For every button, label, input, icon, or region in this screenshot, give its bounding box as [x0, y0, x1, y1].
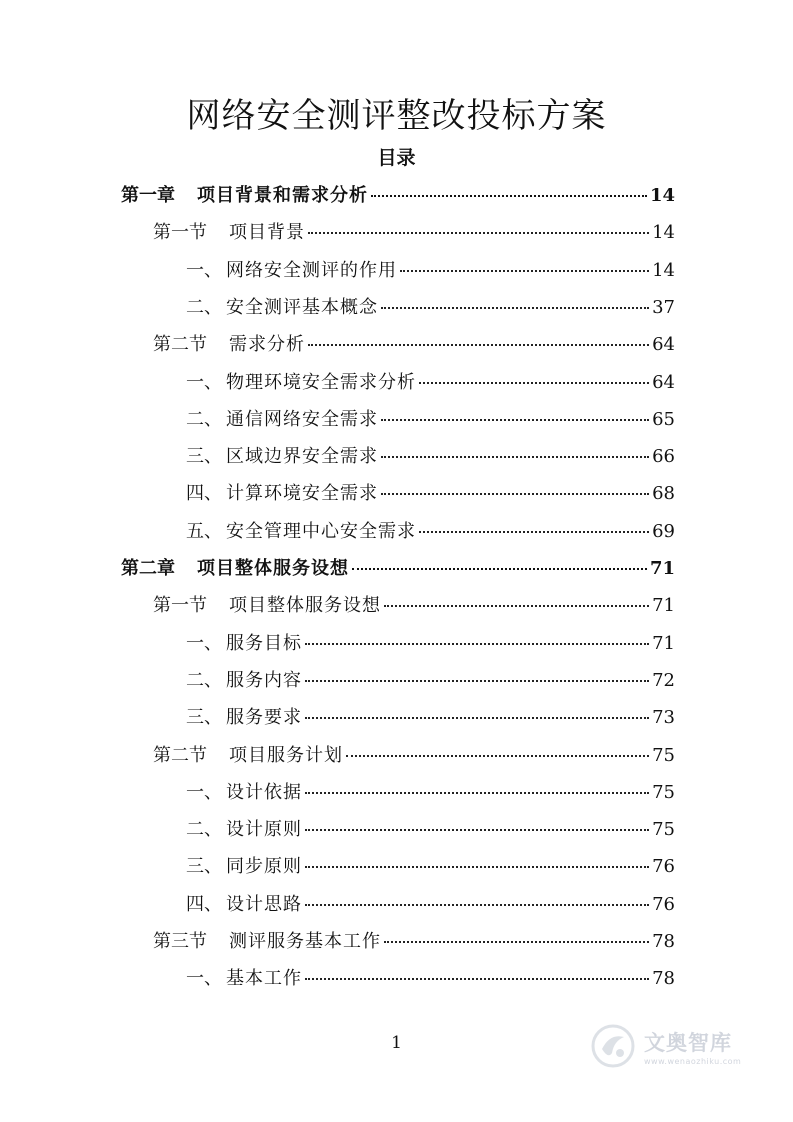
- toc-entry-number: 一、: [186, 259, 222, 281]
- toc-entry-number: 二、: [186, 408, 222, 430]
- toc-entry-page: 76: [652, 893, 675, 915]
- toc-dot-leader: [305, 792, 649, 794]
- toc-entry-item[interactable]: [186, 629, 675, 655]
- toc-entry-item[interactable]: [186, 852, 675, 878]
- toc-entry-label: 基本工作: [226, 968, 302, 990]
- toc-entry-label: 项目服务计划: [229, 744, 343, 766]
- toc-entry-number: 一、: [186, 968, 222, 990]
- toc-entry-page: 75: [652, 781, 675, 803]
- toc-entry-item[interactable]: [186, 479, 675, 505]
- toc-entry-page: 71: [652, 632, 675, 654]
- toc-entry-number: 第一节: [153, 595, 207, 617]
- toc-entry-label: 项目背景和需求分析: [197, 185, 368, 206]
- toc-entry-section[interactable]: [153, 330, 675, 356]
- toc-entry-number: 第一节: [153, 222, 207, 244]
- watermark: [590, 1016, 780, 1076]
- toc-entry-label: 设计原则: [226, 819, 302, 841]
- toc-entry-item[interactable]: [186, 293, 675, 319]
- toc-entry-label: 服务要求: [226, 707, 302, 729]
- toc-dot-leader: [400, 270, 649, 272]
- toc-entry-page: 71: [649, 558, 675, 579]
- toc-entry-section[interactable]: [153, 591, 675, 617]
- toc-entry-number: 四、: [186, 483, 222, 505]
- toc-entry-item[interactable]: [186, 778, 675, 804]
- toc-entry-label: 区域边界安全需求: [226, 446, 378, 468]
- toc-dot-leader: [384, 605, 649, 607]
- watermark-url: www.wenaozhiku.com: [644, 1056, 742, 1066]
- toc-entry-item[interactable]: [186, 368, 675, 394]
- page-number: 1: [391, 1033, 402, 1053]
- toc-dot-leader: [305, 643, 649, 645]
- toc-entry-label: 项目整体服务设想: [197, 558, 349, 579]
- toc-entry-item[interactable]: [186, 964, 675, 990]
- toc-entry-chapter[interactable]: [121, 554, 675, 580]
- toc-entry-item[interactable]: [186, 890, 675, 916]
- toc-dot-leader: [305, 978, 649, 980]
- toc-entry-page: 66: [652, 446, 675, 468]
- toc-entry-label: 设计依据: [226, 781, 302, 803]
- toc-entry-page: 73: [652, 707, 675, 729]
- toc-entry-item[interactable]: [186, 703, 675, 729]
- toc-entry-number: 第二章: [121, 558, 175, 579]
- toc-entry-page: 75: [652, 744, 675, 766]
- toc-entry-item[interactable]: [186, 256, 675, 282]
- toc-entry-label: 测评服务基本工作: [229, 931, 381, 952]
- document-title: 网络安全测评整改投标方案: [186, 96, 607, 136]
- toc-entry-label: 计算环境安全需求: [226, 483, 378, 505]
- toc-entry-number: 第三节: [153, 931, 207, 952]
- toc-entry-page: 71: [652, 595, 675, 617]
- toc-dot-leader: [381, 493, 649, 495]
- toc-entry-label: 物理环境安全需求分析: [226, 371, 416, 393]
- toc-entry-number: 二、: [186, 669, 222, 691]
- toc-dot-leader: [308, 232, 649, 234]
- toc-entry-label: 网络安全测评的作用: [226, 259, 397, 281]
- toc-dot-leader: [305, 717, 649, 719]
- toc-entry-section[interactable]: [153, 927, 675, 953]
- toc-entry-page: 69: [652, 520, 675, 542]
- toc-entry-page: 14: [652, 259, 675, 281]
- toc-entry-label: 项目背景: [229, 222, 305, 244]
- toc-entry-section[interactable]: [153, 741, 675, 767]
- toc-entry-item[interactable]: [186, 517, 675, 543]
- toc-dot-leader: [371, 195, 647, 197]
- toc-entry-item[interactable]: [186, 442, 675, 468]
- toc-entry-number: 二、: [186, 296, 222, 318]
- toc-dot-leader: [419, 382, 649, 384]
- toc-entry-label: 项目整体服务设想: [229, 595, 381, 617]
- toc-entry-label: 同步原则: [226, 856, 302, 878]
- toc-entry-number: 第一章: [121, 185, 175, 206]
- toc-entry-page: 76: [652, 856, 675, 878]
- toc-entry-page: 78: [652, 931, 675, 952]
- toc-entry-section[interactable]: [153, 218, 675, 244]
- toc-heading: 目录: [377, 147, 416, 169]
- toc-entry-number: 三、: [186, 707, 222, 729]
- toc-entry-page: 64: [652, 371, 675, 393]
- toc-entry-page: 65: [652, 408, 675, 430]
- toc-entry-page: 72: [652, 669, 675, 691]
- toc-dot-leader: [384, 941, 649, 943]
- toc-entry-number: 五、: [186, 520, 222, 542]
- toc-dot-leader: [381, 456, 649, 458]
- toc-entry-item[interactable]: [186, 815, 675, 841]
- toc-entry-page: 75: [652, 819, 675, 841]
- toc-dot-leader: [308, 344, 649, 346]
- toc-dot-leader: [346, 755, 649, 757]
- toc-entry-number: 三、: [186, 446, 222, 468]
- toc-entry-label: 安全管理中心安全需求: [226, 520, 416, 542]
- toc-entry-number: 一、: [186, 781, 222, 803]
- toc-entry-number: 一、: [186, 371, 222, 393]
- toc-dot-leader: [305, 904, 649, 906]
- toc-entry-number: 第二节: [153, 334, 207, 356]
- toc-entry-chapter[interactable]: [121, 181, 675, 207]
- toc-dot-leader: [381, 307, 649, 309]
- toc-entry-page: 64: [652, 334, 675, 356]
- toc-entry-page: 37: [652, 296, 675, 318]
- toc-entry-label: 服务目标: [226, 632, 302, 654]
- toc-entry-page: 78: [652, 968, 675, 990]
- toc-entry-page: 14: [652, 222, 675, 244]
- toc-dot-leader: [352, 568, 647, 570]
- toc-entry-item[interactable]: [186, 405, 675, 431]
- wenao-logo-icon: [590, 1023, 636, 1069]
- toc-entry-label: 安全测评基本概念: [226, 296, 378, 318]
- toc-entry-number: 三、: [186, 856, 222, 878]
- toc-entry-page: 14: [649, 185, 675, 206]
- toc-dot-leader: [305, 866, 649, 868]
- toc-dot-leader: [381, 419, 649, 421]
- toc-dot-leader: [305, 829, 649, 831]
- watermark-brand: 文奥智库: [644, 1030, 732, 1055]
- toc-entry-number: 第二节: [153, 744, 207, 766]
- toc-entry-label: 通信网络安全需求: [226, 408, 378, 430]
- toc-entry-label: 服务内容: [226, 669, 302, 691]
- toc-entry-number: 一、: [186, 632, 222, 654]
- toc-entry-label: 需求分析: [229, 334, 305, 356]
- toc-dot-leader: [419, 531, 649, 533]
- toc-entry-label: 设计思路: [226, 893, 302, 915]
- toc-dot-leader: [305, 680, 649, 682]
- toc-entry-number: 二、: [186, 819, 222, 841]
- toc-entry-number: 四、: [186, 893, 222, 915]
- toc-entry-item[interactable]: [186, 666, 675, 692]
- toc-entry-page: 68: [652, 483, 675, 505]
